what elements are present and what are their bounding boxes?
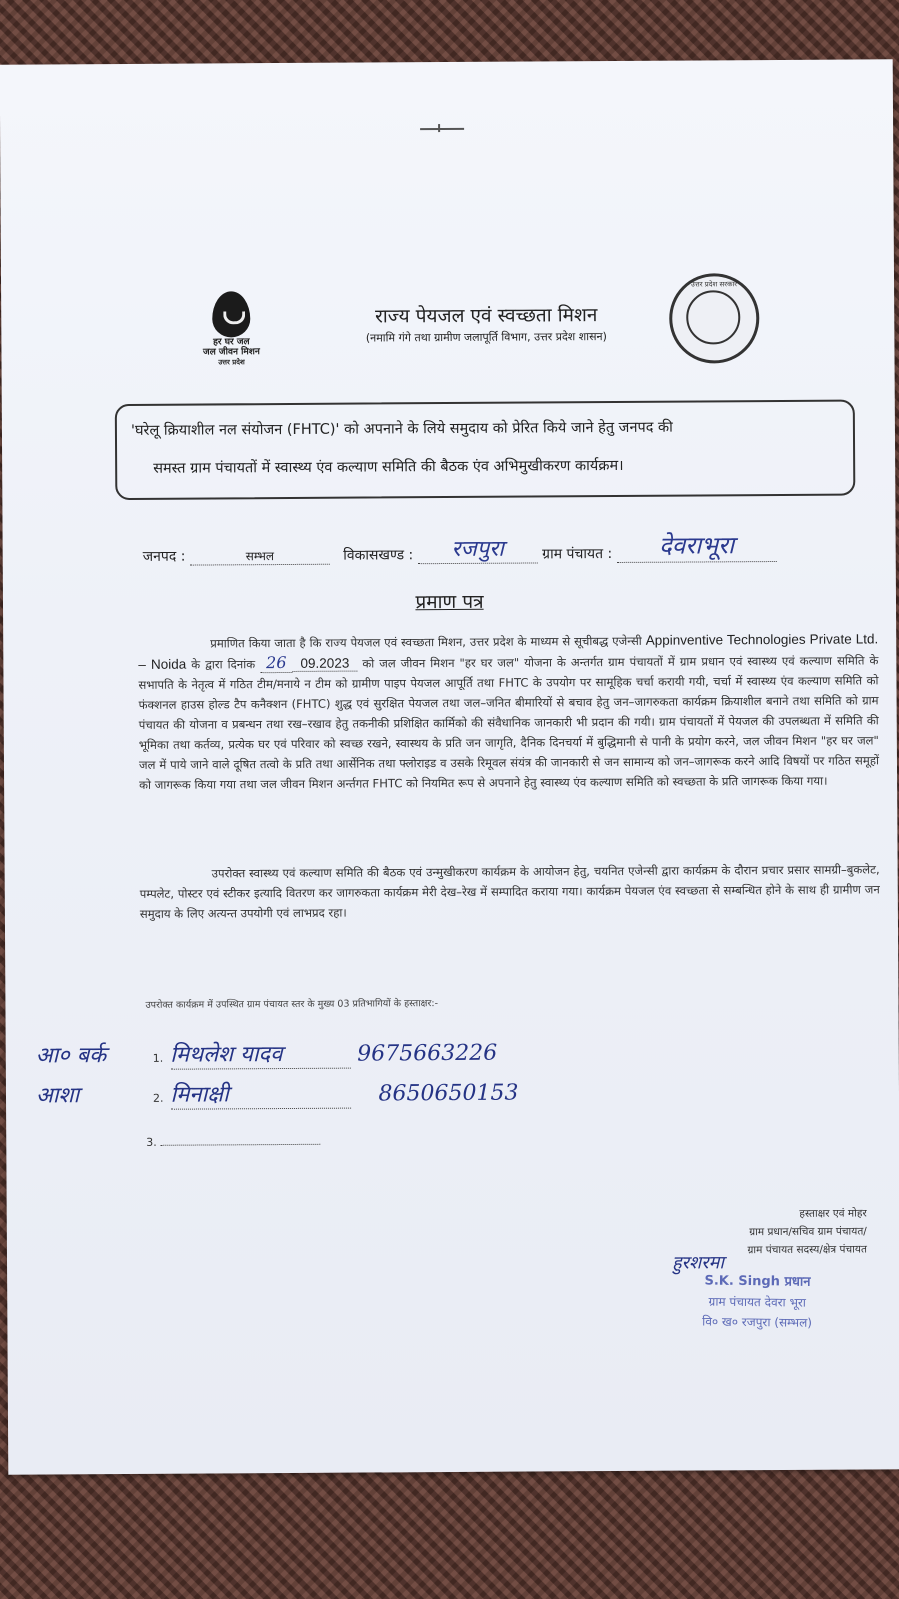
stamp-line-2: ग्राम पंचायत देवरा भूरा <box>708 1294 807 1310</box>
participant-row-empty <box>146 1135 320 1149</box>
authority-line-2: ग्राम प्रधान/सचिव ग्राम पंचायत/ <box>749 1225 867 1239</box>
seal-text: उत्तर प्रदेश सरकार <box>690 280 738 289</box>
pradhan-stamp <box>647 1271 868 1333</box>
har-ghar-jal-logo <box>186 291 276 368</box>
para2-text: उपरोक्त स्वास्थ्य एवं कल्याण समिति की बैठक एवं उन्मुखीकरण कार्यक्रम के आयोजन हेतु, चयनित एजेन्सी द्वारा कार्यक्रम के दौरान प्रचार प्रसार सामग्री–बुकलेट, पम्पलेट, पोस्टर एवं स्टीकर इत्यादि वितरण कर जागरुकता कार्यक्रम मेरी देख–रेख में सम्पादित कराया गया। कार्यक्रम पेयजल एंव स्वच्छता से सम्बन्धित होने के साथ ही ग्रामीण जन समुदाय के लिए अत्यन्त उपयोगी एवं लाभप्रद रहा। <box>139 862 880 921</box>
participant-signature: मिनाक्षी <box>170 1078 350 1110</box>
para1-part-c: को जल जीवन मिशन "हर घर जल" योजना के अन्तर्गत ग्राम पंचायतों में ग्राम प्रधान एवं स्वास्थ्य एवं कल्याण समिति के सभापति के नेतृत्व में गठित टीम/मनाये न टीम को ग्रामीण पाइप पेयजल आपूर्ति तथा FHTC के उपयोग पर सामूहिक चर्चा करायी गयी, चर्चा में स्वास्थ्य एंव कल्याण समिति को फंक्शनल हाउस होल्ड टैप कनैक्शन (FHTC) शुद्ध एवं सुरक्षित पेयजल तथा जल–जनित बीमारियों से बचाव हेतु जन–जागरुकता कार्यक्रम क्रियाशील बनाने तथा समिति को ग्राम पंचायत की योजना व प्रबन्धन तथा रख–रखाव हेतु तकनीकी प्रशिक्षित कार्मिको की संवैधानिक जानकारी भी प्रदान की गयी। ग्राम पंचायतों में पेयजल की उपलब्धता में समिति की भूमिका तथा कर्तव्य, प्रत्येक घर एवं परिवार को स्वच्छ रखने, स्वास्थय के प्रति जन जागृति, दैनिक दिनचर्या में बुद्धिमानी से पानी के प्रयोग करने, जल जीवन मिशन "हर घर जल" जल में पाये जाने वाले दूषित तत्वो के प्रति तथा आर्सेनिक तथा फ्लोराइड व उसके रिमूवल संयंत्र की जानकारी से जन सामान्य को जन–जागरूक करने आदि विषयों पर गठित समूहों को जागरूक किया गया तथा जल जीवन मिशन अर्न्तगत FHTC को नियमित रूप से अपनाने हेतु स्वास्थ्य एंव कल्याण समिति को स्वच्छता के प्रति जागरूक किया गया। <box>138 653 880 792</box>
participant-role: आशा <box>35 1083 80 1109</box>
staple-mark-tick <box>438 124 440 132</box>
participant-number: 1. <box>152 1051 164 1065</box>
seal-emblem <box>686 290 740 344</box>
authority-line-1: हस्ताक्षर एवं मोहर <box>799 1207 867 1220</box>
participant-signature: मिथलेश यादव <box>170 1038 350 1070</box>
certificate-page <box>0 59 899 1474</box>
participant-role: आ० बर्क <box>35 1043 107 1069</box>
water-drop-icon <box>212 291 250 337</box>
district-label: जनपद : <box>142 548 186 565</box>
participant-row <box>36 1077 519 1111</box>
panchayat-value: देवराभूरा <box>617 528 777 563</box>
para1-part-a: प्रमाणित किया जाता है कि राज्य पेयजल एवं स्वच्छता मिशन, उत्तर प्रदेश के माध्यम से सूचीबद्ध एजेन्सी <box>210 633 646 651</box>
logo-line-2: जल जीवन मिशन <box>202 347 260 358</box>
participant-phone: 9675663226 <box>357 1040 498 1067</box>
participant-number: 3. <box>146 1135 157 1149</box>
program-line-2: समस्त ग्राम पंचायतों में स्वास्थ्य एंव कल्याण समिति की बैठक एंव अभिमुखीकरण कार्यक्रम। <box>153 457 624 477</box>
authority-block <box>627 1204 867 1259</box>
participant-phone: 8650650153 <box>378 1080 519 1107</box>
date-day: 26 <box>260 653 292 673</box>
location-fields <box>143 527 863 565</box>
certificate-paragraph-1 <box>138 629 879 795</box>
logo-line-1: हर घर जल <box>213 337 250 348</box>
participant-row <box>36 1037 498 1071</box>
para1-part-b: के द्वारा दिनांक <box>186 657 261 672</box>
pradhan-signature: हुरशरमा <box>671 1252 725 1274</box>
panchayat-label: ग्राम पंचायत : <box>542 546 613 563</box>
program-title-box <box>115 400 856 501</box>
block-label: विकासखण्ड : <box>343 547 414 564</box>
staple-mark <box>420 128 464 130</box>
participant-signature-blank <box>160 1144 320 1146</box>
date-month-year: 09.2023 <box>292 656 357 672</box>
block-value: रजपुरा <box>418 532 538 564</box>
mission-title: राज्य पेयजल एवं स्वच्छता मिशन <box>374 304 598 328</box>
certificate-paragraph-2 <box>140 859 880 924</box>
certificate-title: प्रमाण पत्र <box>415 590 484 614</box>
participants-heading: उपरोक्त कार्यक्रम में उपस्थित ग्राम पंचायत स्तर के मुख्य 03 प्रतिभागियों के हस्ताक्षर:- <box>145 998 439 1011</box>
agency-name: Appinventive Technologies Private Ltd. – Noida <box>138 631 879 672</box>
authority-line-3: ग्राम पंचायत सदस्य/क्षेत्र पंचायत <box>747 1243 867 1257</box>
program-line-1: 'घरेलू क्रियाशील नल संयोजन (FHTC)' को अपनाने के लिये समुदाय को प्रेरित किये जाने हेतु जनपद की <box>130 419 673 439</box>
mission-subtitle: (नमामि गंगे तथा ग्रामीण जलापूर्ति विभाग, उत्तर प्रदेश शासन) <box>365 330 607 345</box>
stamp-line-1: S.K. Singh प्रधान <box>704 1273 811 1290</box>
logo-line-3: उत्तर प्रदेश <box>218 358 245 367</box>
stamp-line-3: वि० ख० रजपुरा (सम्भल) <box>702 1314 813 1330</box>
district-value: सम्भल <box>190 547 330 566</box>
up-government-seal-icon <box>669 273 760 364</box>
participant-number: 2. <box>152 1091 164 1105</box>
